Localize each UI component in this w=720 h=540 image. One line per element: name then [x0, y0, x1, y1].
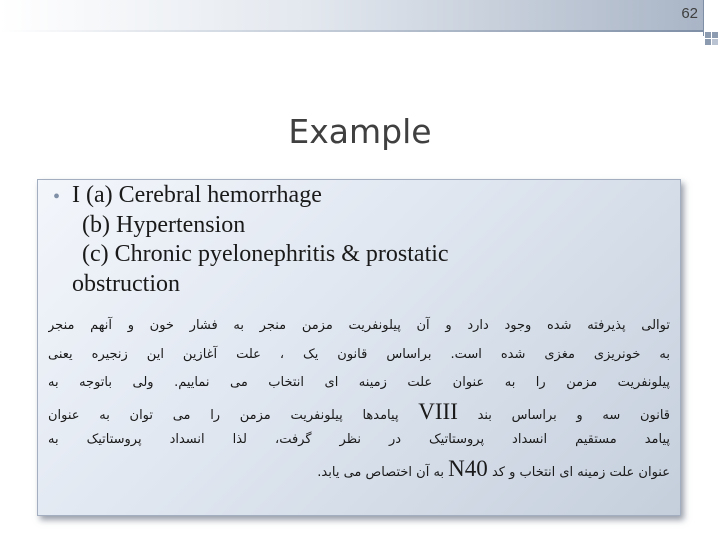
icd-code: N40 — [448, 455, 488, 481]
header-right-rule — [703, 0, 704, 36]
persian-text: قانون سه و براساس بند — [477, 407, 670, 423]
header-bar — [0, 0, 703, 30]
english-line: (c) Chronic pyelonephritis & prostatic — [82, 241, 449, 267]
persian-line — [48, 455, 670, 484]
persian-line: پیلونفریت مزمن را به عنوان علت زمینه ای انتخاب می نماییم. ولی باتوجه به — [48, 375, 670, 390]
english-text-block — [72, 181, 449, 299]
bullet-icon: • — [53, 186, 61, 208]
corner-decoration-icon — [705, 32, 720, 47]
persian-line — [48, 398, 670, 427]
persian-text: عنوان علت زمینه ای انتخاب و کد — [491, 464, 670, 480]
english-line: I (a) Cerebral hemorrhage — [72, 182, 322, 208]
slide-number: 62 — [681, 5, 698, 22]
persian-line: به خونریزی مغزی شده است. براساس قانون یک ، علت آغازین این زنجیره یعنی — [48, 346, 670, 362]
header-rule — [0, 30, 703, 32]
slide-title: Example — [288, 112, 432, 151]
persian-line: توالی پذیرفته شده وجود دارد و آن پیلونفریت مزمن منجر به فشار خون و آنهم منجر — [48, 318, 670, 333]
persian-text: پیامدها پیلونفریت مزمن را می توان به عنوان — [48, 407, 399, 423]
roman-numeral-code: VIII — [418, 398, 458, 424]
english-line: (b) Hypertension — [82, 211, 246, 238]
persian-text: به آن اختصاص می یابد. — [317, 464, 445, 480]
english-line: obstruction — [72, 270, 180, 297]
persian-line: پیامد مستقیم انسداد پروستاتیک در نظر گرفت، لذا انسداد پروستاتیک به — [48, 432, 670, 447]
persian-text-block — [48, 312, 670, 483]
